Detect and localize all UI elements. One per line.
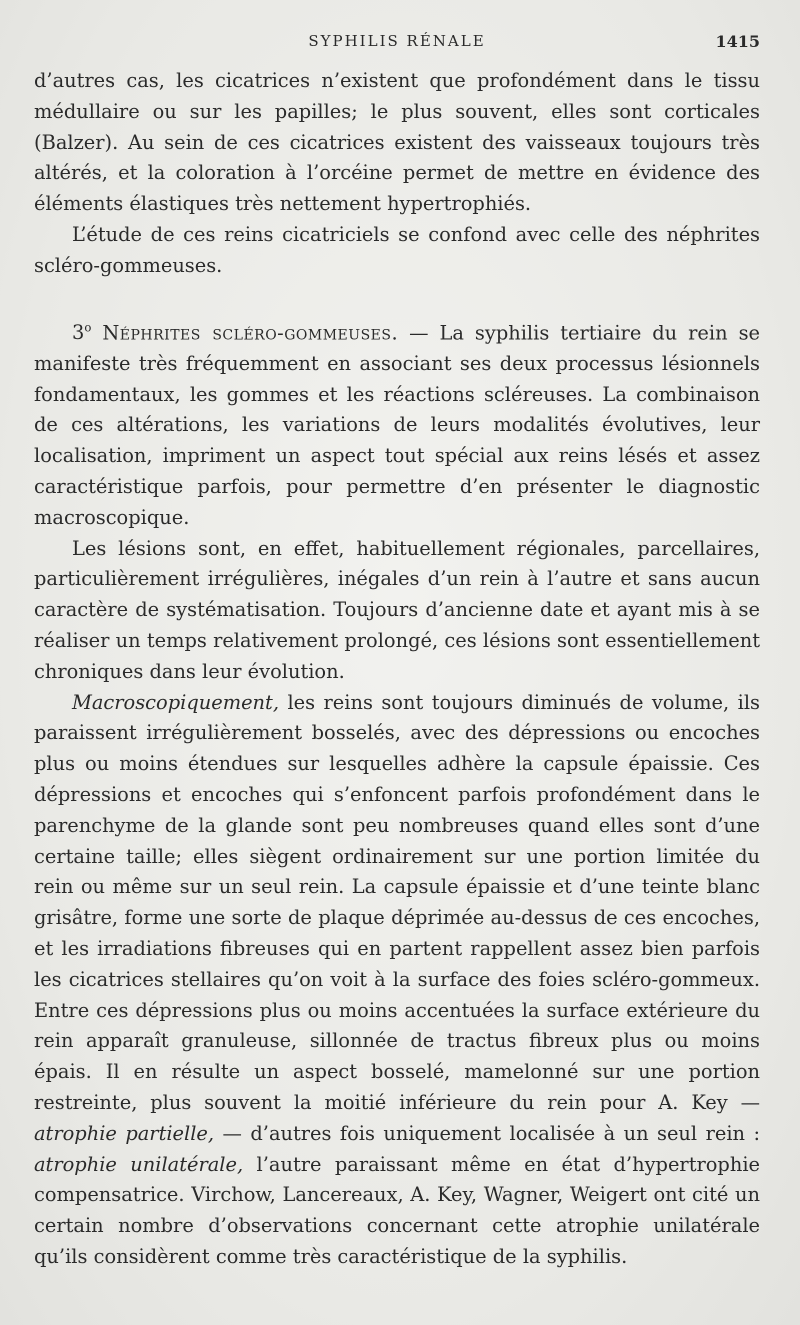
term-atrophie-unilaterale: atrophie unilatérale,	[34, 1152, 244, 1176]
page-body	[34, 66, 760, 1273]
macro-text-a: les reins sont toujours diminués de volume, ils paraissent irrégulièrement bosselés, avec des dépressions ou encoches plus ou moins étendues sur lesquelles adhère la capsule épaissie. Ces dépressions et encoches qui s’enfoncent parfois profondément dans le parenchyme de la glande sont peu nombreuses quand elles sont d’une certaine taille; elles siègent ordinairement sur une portion limitée du rein ou même sur un seul rein. La capsule épaissie et d’une teinte blanc grisâtre, forme une sorte de plaque déprimée au-dessus de ces encoches, et les irradiations fibreuses qui en partent rappellent assez bien parfois les cicatrices stellaires qu’on voit à la surface des foies scléro-gommeux. Entre ces dépressions plus ou moins accentuées la surface extérieure du rein apparaît granuleuse, sillonnée de tractus fibreux plus ou moins épais. Il en résulte un aspect bosselé, mamelonné sur une portion restreinte, plus souvent la moitié inférieure du rein pour A. Key —	[34, 690, 760, 1114]
paragraph-nephrites	[34, 313, 760, 534]
lead-term: Macroscopiquement,	[72, 690, 280, 714]
paragraph-etude: L’étude de ces reins cicatriciels se confond avec celle des néphrites scléro-gommeuses.	[34, 222, 760, 277]
section-text: — La syphilis tertiaire du rein se manifeste très fréquemment en associant ses deux processus lésionnels fondamentaux, les gommes et les réactions scléreuses. La combinaison de ces altérations, les variations de leurs modalités évolutives, leur localisation, impriment un aspect tout spécial aux reins lésés et assez caractéristique parfois, pour permettre d’en présenter le diagnostic macroscopique.	[34, 321, 760, 529]
macro-text-b: — d’autres fois uniquement localisée à un seul rein :	[214, 1121, 760, 1145]
paragraph-macroscopiquement	[34, 688, 760, 1273]
paragraph-lesions: Les lésions sont, en effet, habituellement régionales, parcellaires, particulièrement irrégulières, inégales d’un rein à l’autre et sans aucun caractère de systématisation. Toujours d’ancienne date et ayant mis à se réaliser un temps relativement prolongé, ces lésions sont essentiellement chroniques dans leur évolution.	[34, 536, 760, 683]
running-title: SYPHILIS RÉNALE	[308, 32, 486, 50]
paragraph-cicatrices: d’autres cas, les cicatrices n’existent que profondément dans le tissu médullaire ou sur les papilles; le plus souvent, elles sont corticales (Balzer). Au sein de ces cicatrices existent des vaisseaux toujours très altérés, et la coloration à l’orcéine permet de mettre en évidence des éléments élastiques très nettement hypertrophiés.	[34, 69, 760, 216]
term-atrophie-partielle: atrophie partielle,	[34, 1121, 215, 1145]
section-number: 3$^o$	[72, 320, 92, 345]
page-header	[34, 30, 760, 58]
page-number: 1415	[715, 32, 760, 51]
section-heading: Néphrites scléro-gommeuses.	[102, 321, 399, 345]
macro-text-c: l’autre paraissant même en état d’hypertrophie compensatrice. Virchow, Lancereaux, A. Key, Wagner, Weigert ont cité un certain nombre d’observations concernant cette atrophie unilatérale qu’ils considèrent comme très caractéristique de la syphilis.	[34, 1152, 761, 1268]
